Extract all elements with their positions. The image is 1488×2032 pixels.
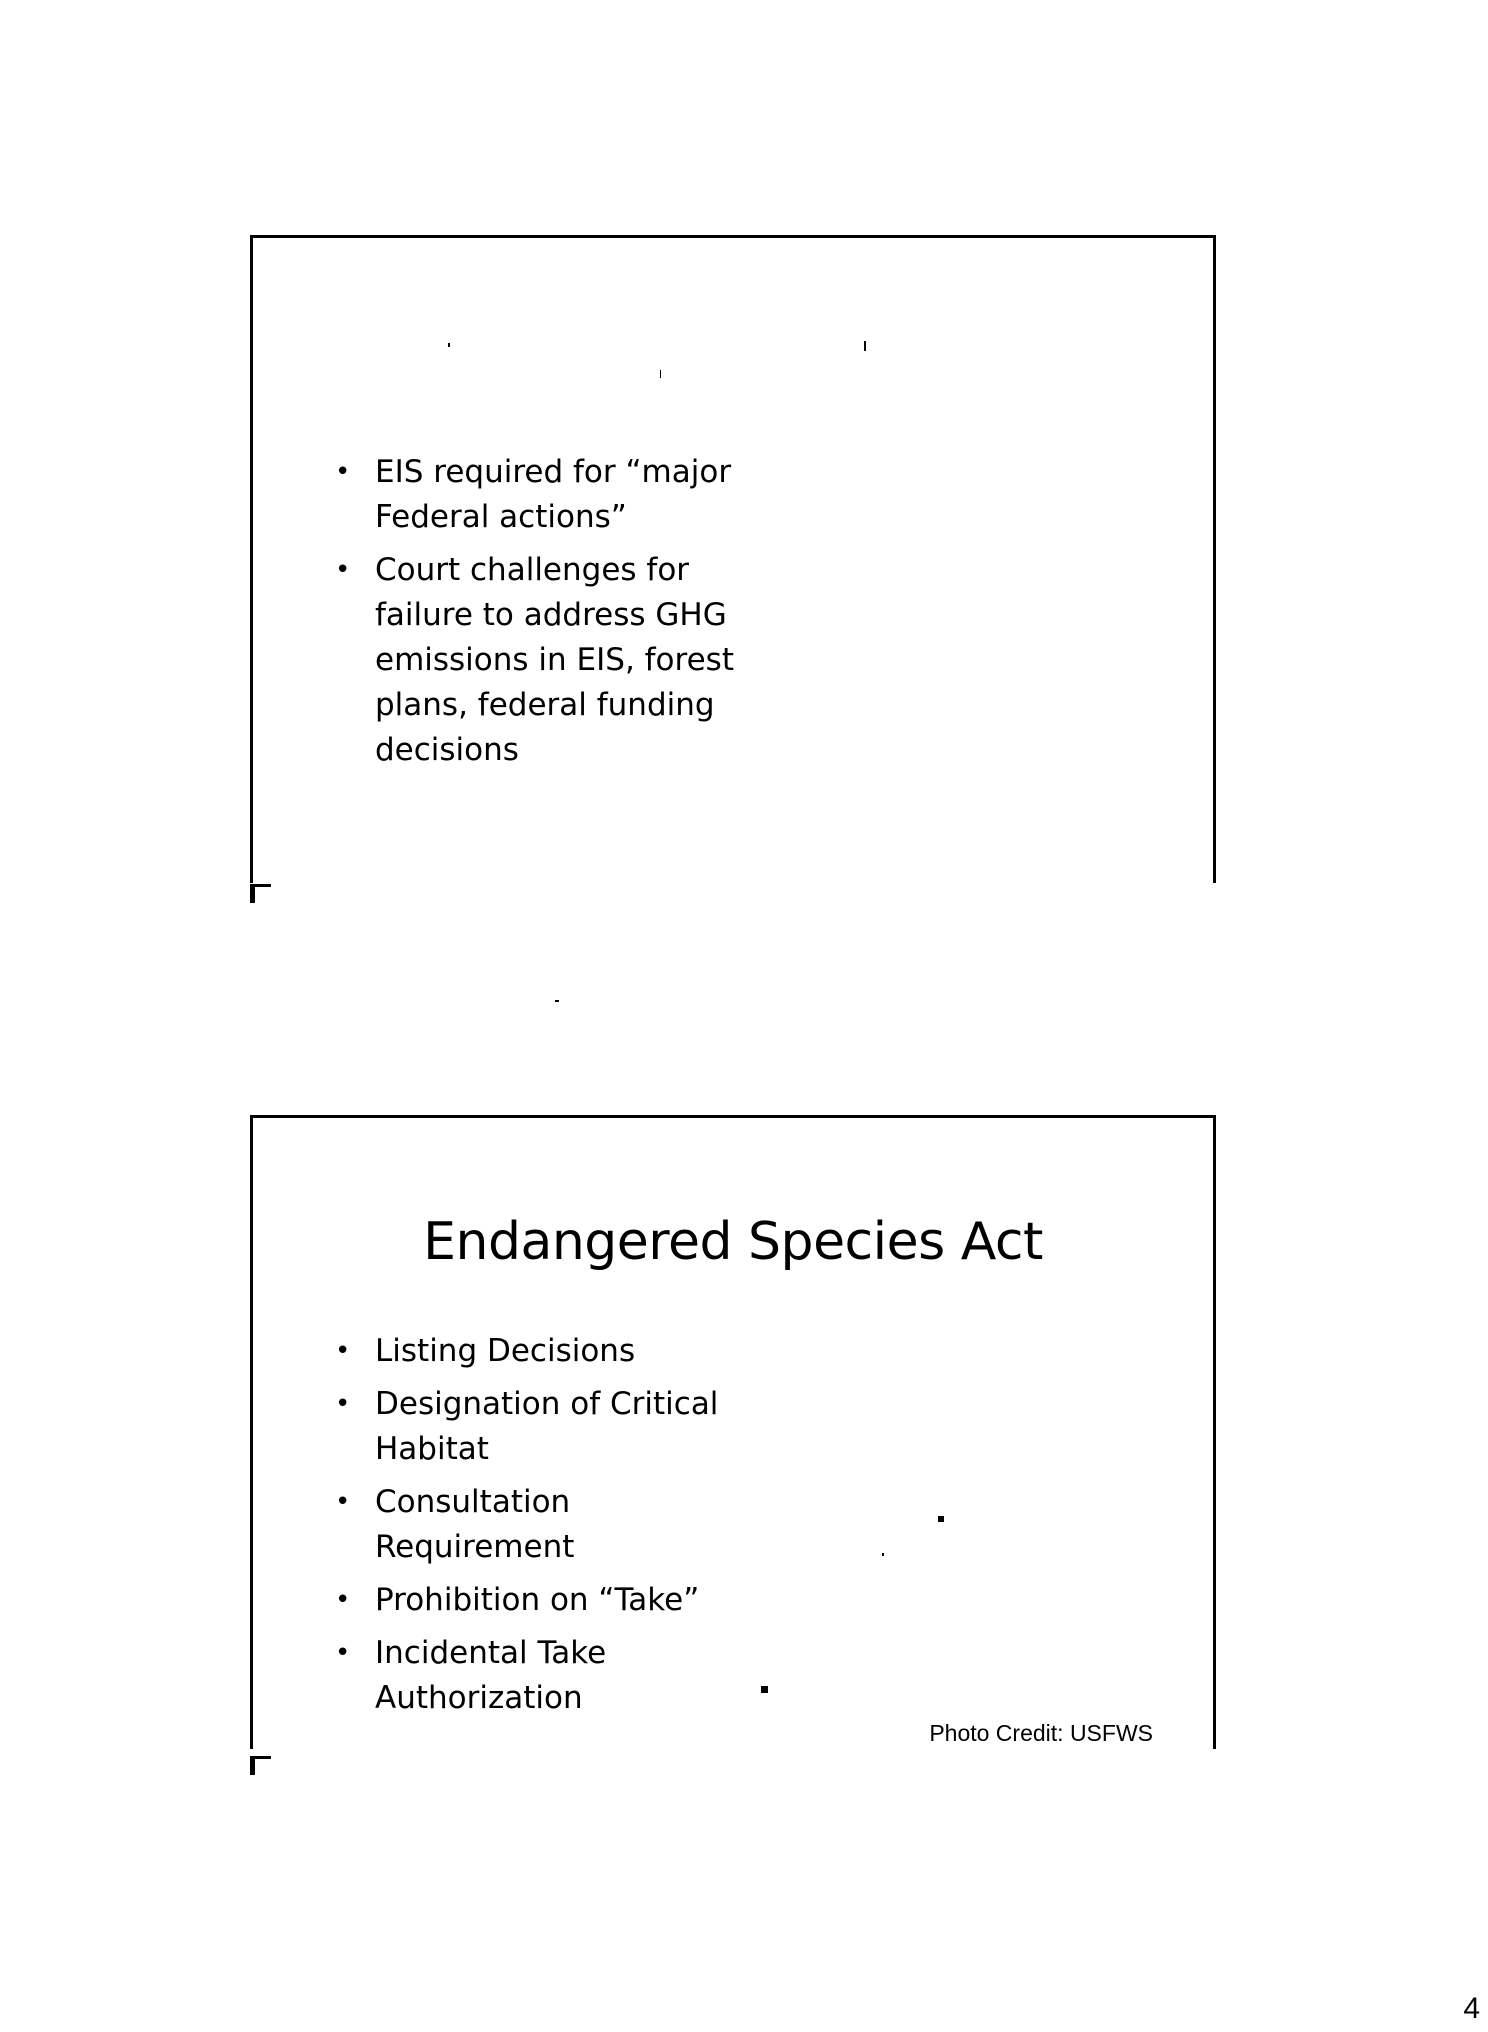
bullet-text: Incidental Take Authorization <box>375 1635 607 1716</box>
bullet-item <box>335 1382 765 1472</box>
bullet-text: Listing Decisions <box>375 1333 636 1369</box>
page-number: 4 <box>1463 1992 1480 2025</box>
slide-title: Endangered Species Act <box>423 1212 1043 1272</box>
bullet-dot-icon: • <box>335 1487 351 1517</box>
bullet-item <box>335 1578 765 1623</box>
bullet-dot-icon: • <box>335 1389 351 1419</box>
bullet-dot-icon: • <box>335 1585 351 1615</box>
slide-1 <box>250 235 1216 883</box>
bullet-text: Prohibition on “Take” <box>375 1582 700 1618</box>
bullet-dot-icon: • <box>335 457 351 487</box>
scan-speck <box>882 1553 884 1556</box>
slide-1-bullet-list <box>335 450 765 781</box>
scan-speck <box>864 341 866 351</box>
slide-2 <box>250 1115 1216 1749</box>
bullet-text: Designation of Critical Habitat <box>375 1386 719 1467</box>
bullet-item <box>335 1631 765 1721</box>
crop-mark-icon <box>250 884 271 903</box>
bullet-dot-icon: • <box>335 1638 351 1668</box>
scan-speck <box>761 1686 768 1693</box>
scan-speck <box>660 370 661 378</box>
bullet-item <box>335 548 765 773</box>
slide-2-bullet-list <box>335 1329 765 1729</box>
bullet-dot-icon: • <box>335 555 351 585</box>
bullet-item <box>335 1329 765 1374</box>
bullet-text: Consultation Requirement <box>375 1484 575 1565</box>
photo-credit: Photo Credit: USFWS <box>929 1720 1153 1746</box>
scan-speck <box>555 1000 559 1002</box>
bullet-item <box>335 450 765 540</box>
bullet-dot-icon: • <box>335 1336 351 1366</box>
bullet-text: EIS required for “major Federal actions” <box>375 454 732 535</box>
scan-speck <box>938 1516 944 1522</box>
bullet-item <box>335 1480 765 1570</box>
crop-mark-icon <box>250 1756 271 1775</box>
bullet-text: Court challenges for failure to address GHG emissions in EIS, forest plans, federal funding decisions <box>375 552 734 768</box>
scan-speck <box>448 343 450 347</box>
